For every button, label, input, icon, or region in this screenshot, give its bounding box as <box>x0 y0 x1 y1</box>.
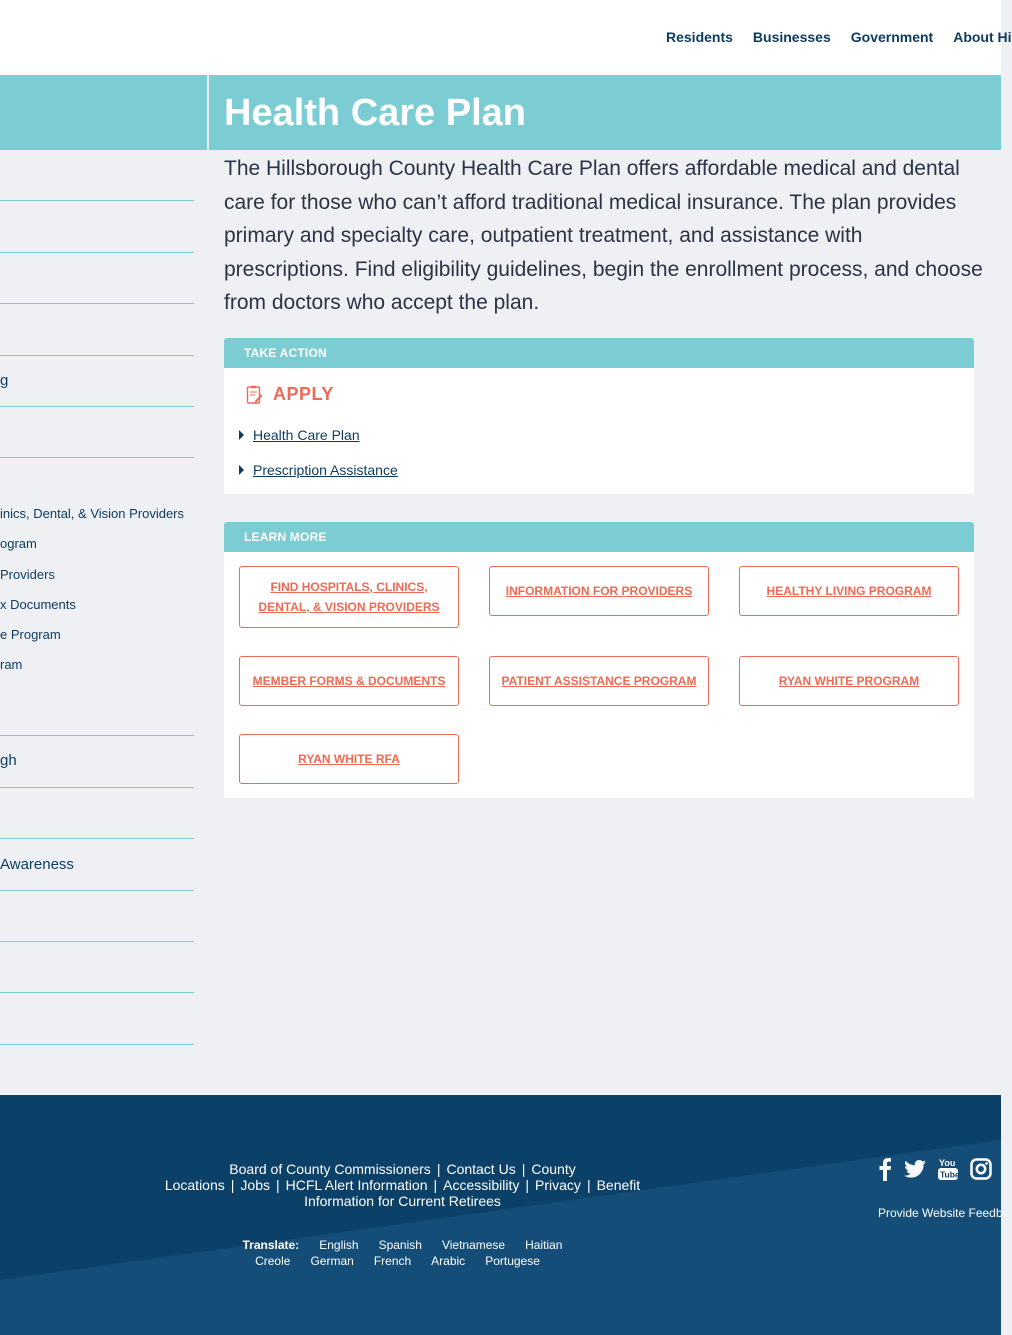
footer-link-alert[interactable]: HCFL Alert Information <box>285 1177 428 1193</box>
sidebar-divider <box>0 457 194 458</box>
sidebar-subitem-assistance-program[interactable]: e Program <box>0 627 61 642</box>
take-action-panel <box>224 338 974 494</box>
top-nav <box>666 29 1012 45</box>
translate-bar <box>150 1237 655 1269</box>
sidebar-subitem-ryan-white[interactable]: ram <box>0 657 23 672</box>
sidebar-subitem-info-providers[interactable]: Providers <box>0 567 55 582</box>
healthy-living-program-button[interactable]: HEALTHY LIVING PROGRAM <box>739 566 959 616</box>
sidebar-divider <box>0 787 194 788</box>
sidebar-divider <box>0 992 194 993</box>
sidebar-divider <box>0 735 194 736</box>
nav-residents[interactable]: Residents <box>666 29 733 45</box>
patient-assistance-program-button[interactable]: PATIENT ASSISTANCE PROGRAM <box>489 656 709 706</box>
footer-link-contact[interactable]: Contact Us <box>446 1161 516 1177</box>
footer-link-board[interactable]: Board of County Commissioners <box>229 1161 431 1177</box>
lang-french[interactable]: French <box>373 1254 412 1268</box>
link-item <box>239 462 398 478</box>
application-form-icon <box>246 385 264 405</box>
lang-portugese[interactable]: Portugese <box>485 1254 540 1268</box>
sidebar-divider <box>0 355 194 356</box>
take-action-heading: TAKE ACTION <box>224 338 974 368</box>
site-header <box>0 0 1012 75</box>
sidebar-divider <box>0 1044 194 1045</box>
lang-arabic[interactable]: Arabic <box>431 1254 466 1268</box>
sidebar-item[interactable]: g <box>0 372 9 389</box>
find-providers-button[interactable]: FIND HOSPITALS, CLINICS, DENTAL, & VISION PROVIDERS <box>239 566 459 628</box>
sidebar-header-band <box>0 75 207 150</box>
lang-vietnamese[interactable]: Vietnamese <box>441 1238 506 1252</box>
sidebar-divider <box>0 200 194 201</box>
prescription-assistance-link[interactable]: Prescription Assistance <box>253 462 398 478</box>
title-band <box>209 75 1001 150</box>
site-footer <box>0 1095 1001 1335</box>
nav-businesses[interactable]: Businesses <box>752 29 831 45</box>
ryan-white-rfa-button[interactable]: RYAN WHITE RFA <box>239 734 459 784</box>
footer-background <box>0 1095 1001 1335</box>
sidebar-subitem-program[interactable]: ogram <box>0 536 37 551</box>
footer-link-accessibility[interactable]: Accessibility <box>443 1177 520 1193</box>
lang-spanish[interactable]: Spanish <box>378 1238 422 1252</box>
lang-haitian-creole[interactable]: Haitian Creole <box>255 1238 563 1268</box>
sidebar-item[interactable]: gh <box>0 752 17 769</box>
twitter-icon[interactable] <box>904 1160 926 1183</box>
footer-links: Board of County Commissioners | Contact Us | County Locations | Jobs | HCFL Alert Information | Accessibility | Privacy | Benefit Information for Current Retirees <box>164 1161 641 1209</box>
footer-link-locations[interactable]: County Locations <box>164 1161 576 1193</box>
sidebar-divider <box>0 838 194 839</box>
website-feedback-link[interactable]: Provide Website Feedb <box>878 1206 1003 1220</box>
nav-about[interactable]: About Hi <box>953 29 1012 45</box>
lang-english[interactable]: English <box>319 1238 359 1252</box>
member-forms-button[interactable]: MEMBER FORMS & DOCUMENTS <box>239 656 459 706</box>
information-for-providers-button[interactable]: INFORMATION FOR PROVIDERS <box>489 566 709 616</box>
sidebar-divider <box>0 406 194 407</box>
caret-right-icon <box>239 430 244 440</box>
learn-more-panel <box>224 522 974 798</box>
social-links <box>878 1157 992 1186</box>
svg-text:Tube: Tube <box>940 1169 960 1180</box>
footer-link-privacy[interactable]: Privacy <box>535 1177 581 1193</box>
sidebar-divider <box>0 941 194 942</box>
caret-right-icon <box>239 465 244 475</box>
sidebar-subitem-providers[interactable]: inics, Dental, & Vision Providers <box>0 506 185 521</box>
health-care-plan-link[interactable]: Health Care Plan <box>253 427 360 443</box>
nav-government[interactable]: Government <box>850 29 934 45</box>
page-title: Health Care Plan <box>224 92 526 134</box>
sidebar-divider <box>0 303 194 304</box>
ryan-white-program-button[interactable]: RYAN WHITE PROGRAM <box>739 656 959 706</box>
footer-link-retirees[interactable]: Benefit Information for Current Retirees <box>304 1177 641 1209</box>
sidebar-divider <box>0 890 194 891</box>
lang-german[interactable]: German <box>310 1254 354 1268</box>
footer-link-jobs[interactable]: Jobs <box>240 1177 270 1193</box>
svg-text:You: You <box>939 1158 956 1168</box>
translate-label: Translate: <box>242 1238 300 1252</box>
youtube-icon[interactable] <box>938 1157 958 1186</box>
intro-text: The Hillsborough County Health Care Plan offers affordable medical and dental care for those who can’t afford traditional medical insurance. The plan provides primary and specialty care, outpatient treatment, and assistance with prescriptions. Find eligibility guidelines, begin the enrollment process, and choose from doctors who accept the plan. <box>224 157 983 314</box>
instagram-icon[interactable] <box>970 1158 992 1185</box>
learn-more-heading: LEARN MORE <box>224 522 974 552</box>
facebook-icon[interactable] <box>878 1157 892 1186</box>
sidebar-divider <box>0 252 194 253</box>
link-item <box>239 427 360 443</box>
apply-heading[interactable] <box>246 384 334 405</box>
apply-label: APPLY <box>273 384 334 404</box>
sidebar-subitem-documents[interactable]: x Documents <box>0 597 76 612</box>
sidebar-item-awareness[interactable]: Awareness <box>0 856 74 873</box>
